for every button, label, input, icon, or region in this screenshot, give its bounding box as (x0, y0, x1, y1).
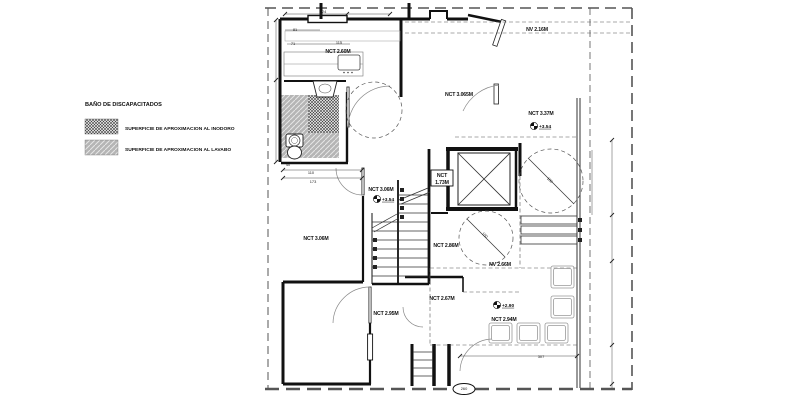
room-label-room-top-right: NCT 3.065M (445, 92, 473, 98)
dimension-ticks (274, 12, 614, 386)
room-label-hall-top-right: NV 2.16M (526, 27, 548, 33)
bottom-left-room-door-leaf (369, 287, 371, 323)
level-label-level-mid: +3.54 (382, 197, 395, 203)
kitchen-sink (338, 55, 360, 70)
elevator-shaft (458, 153, 510, 205)
room-label-room-bottom-mid: NCT 2.67M (429, 296, 455, 302)
main-staircase (372, 188, 430, 276)
entry-second-leaf (494, 84, 499, 104)
room-label-closet-line2: 1.73M (435, 180, 449, 186)
legend-label-lavabo: SUPERFICIE DE APROXIMACION AL LAVABO (125, 148, 232, 153)
chair (551, 296, 574, 318)
room-label-room-right: NCT 3.37M (528, 111, 554, 117)
room-label-hall-mid: NCT 3.06M (368, 187, 394, 193)
level-marker-icon (373, 195, 380, 202)
kitchen-upper-cabinet (285, 31, 400, 41)
dimension-label: 81 (292, 27, 298, 32)
dimension-label: 40 (285, 162, 291, 167)
room-label-kitchen: NCT 2.60M (325, 49, 351, 55)
room-label-room-left: NCT 3.06M (303, 236, 329, 242)
bottom-room-window (368, 334, 373, 360)
room-label-zone-nv-lower: NV 2.66M (489, 262, 511, 268)
room-label-closet-line1: NCT (436, 173, 448, 179)
room-label-hall-lower: NCT 2.86M (433, 243, 459, 249)
legend-title: BAÑO DE DISCAPACITADOS (85, 102, 162, 108)
diagonal-hatch-pattern-swatch (85, 140, 118, 155)
kitchen-window (308, 16, 347, 23)
labels-layer (286, 9, 555, 391)
level-label-level-right: +3.54 (539, 124, 552, 130)
dimension-label: 224 (319, 9, 327, 14)
dimension-lines (274, 12, 614, 388)
dimension-label: 71 (290, 41, 296, 46)
wide-steps-right-of-elevator (521, 216, 582, 244)
left-room-door-leaf (362, 168, 364, 195)
level-label-level-low: +2.90 (502, 303, 515, 309)
dimension-label: 115 (335, 40, 343, 45)
dimension-label: 150 (480, 230, 490, 240)
inodoro-approach-surface (308, 95, 339, 133)
room-label-room-bottom-left: NCT 2.95M (373, 311, 399, 317)
crosshatch-pattern-swatch (85, 119, 118, 134)
dimension-label: 307 (537, 354, 545, 359)
dimension-label: 110 (307, 170, 315, 175)
level-marker-icon (530, 122, 537, 129)
dimension-label: 173 (309, 179, 317, 184)
legend (85, 101, 235, 155)
room-label-terrace: NCT 2.94M (491, 317, 517, 323)
wheelchair-turning-circles (346, 82, 583, 265)
dimension-label: 150 (545, 175, 555, 185)
level-marker-icon (493, 301, 500, 308)
legend-label-inodoro: SUPERFICIE DE APROXIMACION AL INODORO (125, 127, 235, 132)
toilet (286, 134, 303, 159)
chair (551, 266, 574, 288)
dimension-label: 260 (460, 386, 468, 391)
